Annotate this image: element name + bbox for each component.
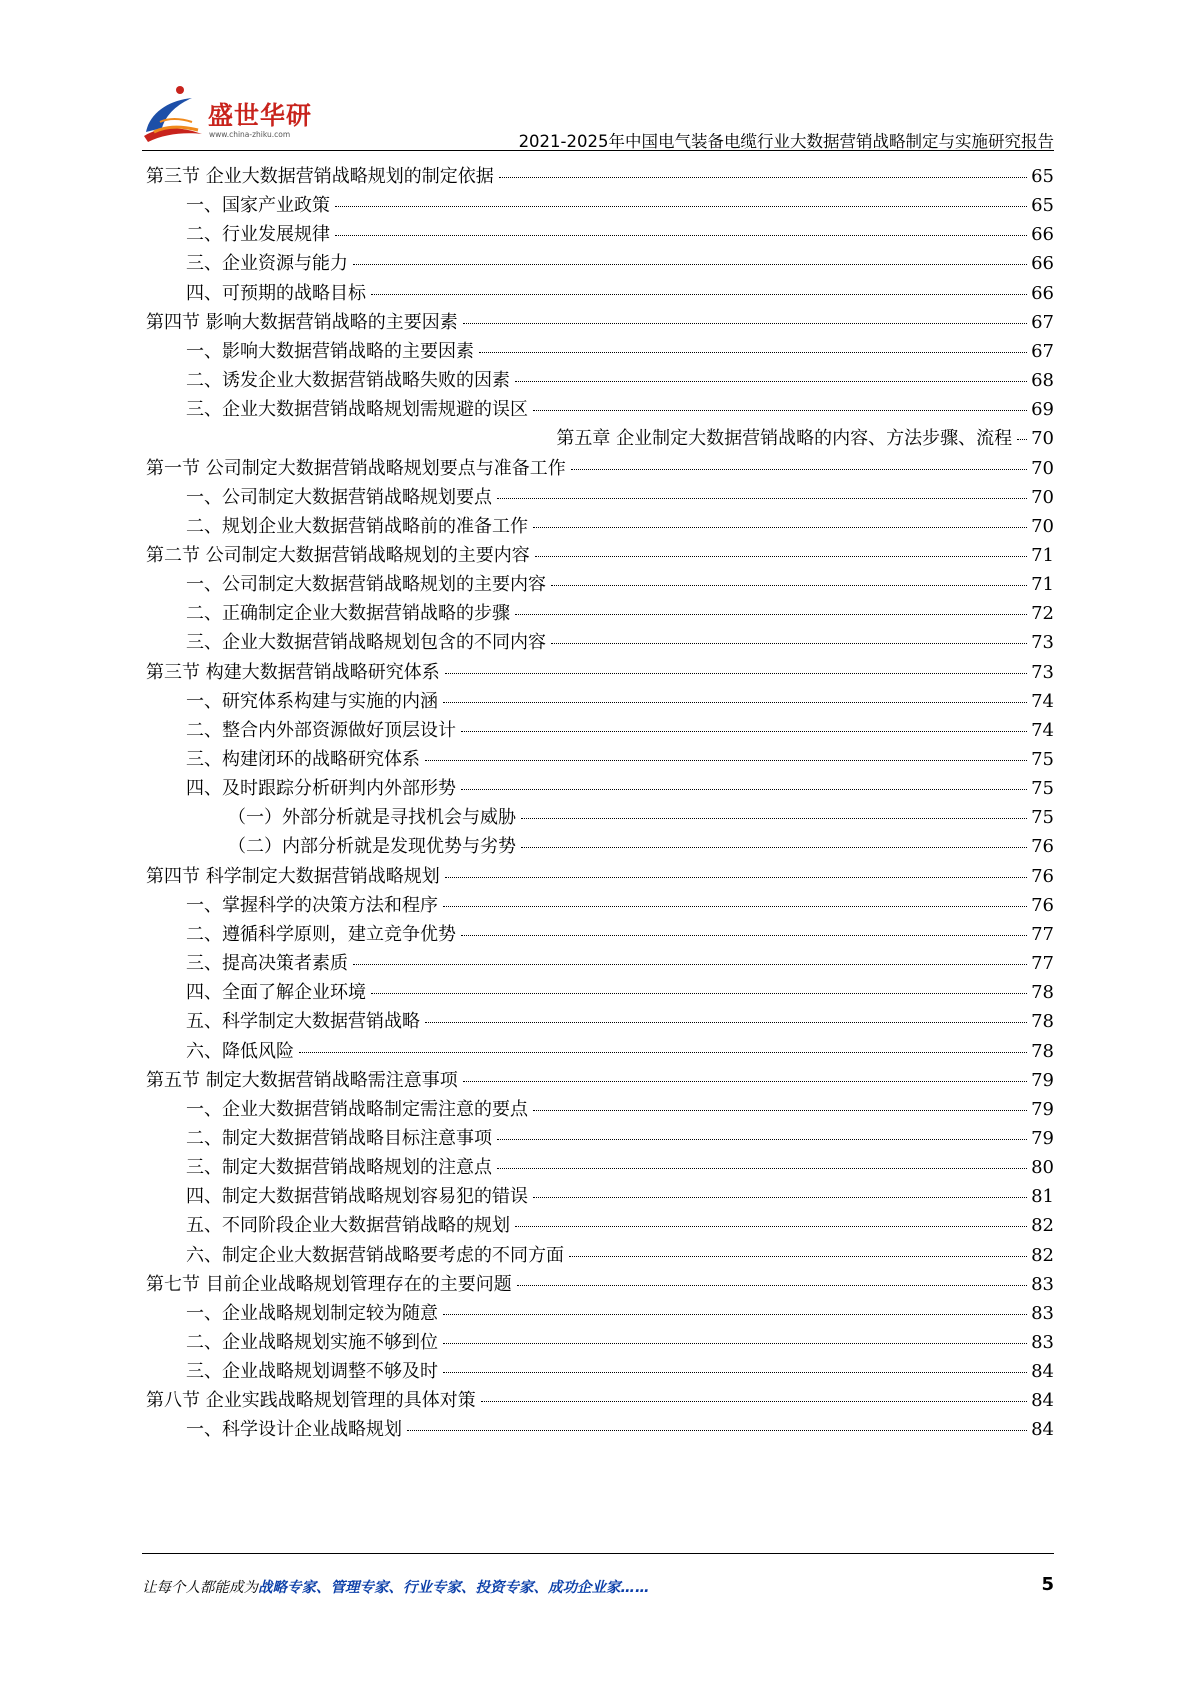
toc-dot-leader <box>353 264 1027 265</box>
toc-entry-title: 二、整合内外部资源做好顶层设计 <box>186 719 456 741</box>
toc-entry-page: 70 <box>1031 515 1054 537</box>
toc-dot-leader <box>425 1022 1027 1023</box>
toc-entry-page: 77 <box>1031 953 1054 975</box>
toc-dot-leader <box>407 1430 1027 1431</box>
toc-entry-page: 79 <box>1031 1069 1054 1091</box>
toc-entry-page: 78 <box>1031 982 1054 1004</box>
toc-entry-page: 76 <box>1031 865 1054 887</box>
toc-entry[interactable] <box>186 220 1054 251</box>
toc-dot-leader <box>517 1285 1027 1286</box>
toc-entry-title: 二、规划企业大数据营销战略前的准备工作 <box>186 515 528 537</box>
toc-entry-title: 三、企业战略规划调整不够及时 <box>186 1361 438 1383</box>
toc-entry[interactable] <box>186 483 1054 514</box>
toc-entry-title: 二、制定大数据营销战略目标注意事项 <box>186 1127 492 1149</box>
toc-dot-leader <box>445 877 1027 878</box>
toc-dot-leader <box>335 206 1027 207</box>
toc-entry-page: 84 <box>1031 1390 1054 1412</box>
toc-entry-title: 一、影响大数据营销战略的主要因素 <box>186 340 474 362</box>
toc-entry-page: 68 <box>1031 370 1054 392</box>
toc-entry-page: 69 <box>1031 399 1054 421</box>
toc-entry[interactable] <box>146 162 1054 193</box>
toc-dot-leader <box>533 410 1027 411</box>
toc-dot-leader <box>461 731 1027 732</box>
toc-entry-title: 四、可预期的战略目标 <box>186 282 366 304</box>
toc-entry[interactable] <box>186 279 1054 310</box>
toc-entry-title: 六、降低风险 <box>186 1040 294 1062</box>
toc-entry-title: 四、及时跟踪分析研判内外部形势 <box>186 778 456 800</box>
toc-entry-title: 二、诱发企业大数据营销战略失败的因素 <box>186 370 510 392</box>
toc-entry-page: 75 <box>1031 778 1054 800</box>
toc-entry[interactable] <box>186 366 1054 397</box>
toc-entry[interactable] <box>186 891 1054 922</box>
header-divider <box>142 150 1054 151</box>
toc-entry-title: 三、企业大数据营销战略规划需规避的误区 <box>186 399 528 421</box>
toc-entry-page: 66 <box>1031 253 1054 275</box>
toc-dot-leader <box>371 294 1027 295</box>
toc-entry[interactable] <box>186 395 1054 426</box>
toc-entry[interactable] <box>186 628 1054 659</box>
toc-entry[interactable] <box>186 1153 1054 1184</box>
toc-entry-title: 第四节 科学制定大数据营销战略规划 <box>146 865 440 887</box>
toc-entry-title: 一、科学设计企业战略规划 <box>186 1419 402 1441</box>
toc-entry[interactable] <box>186 249 1054 280</box>
toc-entry[interactable] <box>186 949 1054 980</box>
toc-entry[interactable] <box>186 1095 1054 1126</box>
toc-entry-page: 76 <box>1031 836 1054 858</box>
toc-entry-page: 66 <box>1031 224 1054 246</box>
toc-entry-title: 二、行业发展规律 <box>186 224 330 246</box>
toc-entry[interactable] <box>186 1182 1054 1213</box>
toc-dot-leader <box>515 614 1027 615</box>
toc-dot-leader <box>571 469 1027 470</box>
toc-dot-leader <box>353 964 1027 965</box>
toc-entry-page: 65 <box>1031 166 1054 187</box>
toc-dot-leader <box>569 1256 1027 1257</box>
toc-dot-leader <box>443 1372 1027 1373</box>
toc-entry[interactable] <box>146 1386 1054 1417</box>
toc-entry-page: 65 <box>1031 195 1054 217</box>
toc-entry-title: 二、企业战略规划实施不够到位 <box>186 1332 438 1353</box>
toc-dot-leader <box>371 993 1027 994</box>
toc-dot-leader <box>533 1197 1027 1198</box>
toc-entry-title: 五、科学制定大数据营销战略 <box>186 1011 420 1033</box>
toc-entry-title: 一、企业大数据营销战略制定需注意的要点 <box>186 1098 528 1120</box>
toc-entry-title: （一）外部分析就是寻找机会与威胁 <box>228 807 516 829</box>
toc-entry-page: 73 <box>1031 661 1054 683</box>
logo-name: 盛世华研 <box>208 101 313 130</box>
toc-entry[interactable] <box>186 337 1054 368</box>
toc-entry[interactable] <box>556 424 1054 455</box>
toc-entry[interactable] <box>186 1299 1054 1330</box>
toc-dot-leader <box>515 381 1027 382</box>
toc-dot-leader <box>443 906 1027 907</box>
toc-dot-leader <box>497 498 1027 499</box>
toc-entry-page: 72 <box>1031 603 1054 625</box>
toc-entry-page: 78 <box>1031 1040 1054 1062</box>
toc-entry-title: （二）内部分析就是发现优势与劣势 <box>228 836 516 858</box>
toc-entry-title: 一、掌握科学的决策方法和程序 <box>186 894 438 916</box>
toc-entry-page: 83 <box>1031 1302 1054 1324</box>
toc-entry[interactable] <box>186 599 1054 630</box>
toc-entry-page: 67 <box>1031 340 1054 362</box>
toc-entry-title: 六、制定企业大数据营销战略要考虑的不同方面 <box>186 1244 564 1266</box>
toc-dot-leader <box>335 235 1027 236</box>
toc-entry-page: 80 <box>1031 1157 1054 1179</box>
toc-dot-leader <box>499 177 1027 178</box>
toc-dot-leader <box>1017 439 1027 440</box>
toc-entry-page: 79 <box>1031 1127 1054 1149</box>
toc-dot-leader <box>533 527 1027 528</box>
toc-entry-page: 78 <box>1031 1011 1054 1033</box>
toc-dot-leader <box>445 673 1027 674</box>
toc-entry-title: 一、国家产业政策 <box>186 195 330 217</box>
toc-dot-leader <box>463 323 1027 324</box>
toc-entry-title: 第五节 制定大数据营销战略需注意事项 <box>146 1069 458 1091</box>
footer-slogan <box>142 1576 650 1597</box>
logo-url: www.china-zhiku.com <box>209 130 291 139</box>
toc-entry-title: 第三节 企业大数据营销战略规划的制定依据 <box>146 166 494 187</box>
toc-dot-leader <box>443 702 1027 703</box>
toc-entry-page: 70 <box>1031 486 1054 508</box>
toc-entry-title: 第三节 构建大数据营销战略研究体系 <box>146 661 440 683</box>
toc-entry-page: 84 <box>1031 1419 1054 1441</box>
toc-entry[interactable] <box>186 1328 1054 1359</box>
toc-entry-title: 三、提高决策者素质 <box>186 953 348 975</box>
toc-entry[interactable] <box>146 862 1054 893</box>
toc-entry[interactable] <box>146 541 1054 572</box>
toc-entry-page: 73 <box>1031 632 1054 654</box>
toc-entry[interactable] <box>186 687 1054 718</box>
toc-entry-page: 67 <box>1031 311 1054 333</box>
toc-entry-title: 二、遵循科学原则，建立竞争优势 <box>186 923 456 945</box>
toc-dot-leader <box>497 1139 1027 1140</box>
toc-dot-leader <box>425 760 1027 761</box>
toc-entry-page: 83 <box>1031 1332 1054 1353</box>
toc-entry-page: 75 <box>1031 807 1054 829</box>
toc-entry[interactable] <box>186 1211 1054 1242</box>
toc-entry[interactable] <box>186 512 1054 543</box>
toc-entry[interactable] <box>186 1357 1054 1388</box>
toc-entry-title: 第五章 企业制定大数据营销战略的内容、方法步骤、流程 <box>556 428 1013 450</box>
toc-dot-leader <box>551 585 1027 586</box>
toc-entry-page: 83 <box>1031 1273 1054 1295</box>
toc-entry-title: 二、正确制定企业大数据营销战略的步骤 <box>186 603 510 625</box>
toc-dot-leader <box>515 1226 1027 1227</box>
toc-entry-page: 66 <box>1031 282 1054 304</box>
toc-entry-title: 一、公司制定大数据营销战略规划的主要内容 <box>186 574 546 596</box>
toc-entry-title: 第二节 公司制定大数据营销战略规划的主要内容 <box>146 544 530 566</box>
toc-dot-leader <box>551 643 1027 644</box>
toc-entry[interactable] <box>186 1007 1054 1038</box>
toc-entry-page: 70 <box>1031 428 1054 450</box>
toc-entry-title: 五、不同阶段企业大数据营销战略的规划 <box>186 1215 510 1237</box>
toc-entry-page: 79 <box>1031 1098 1054 1120</box>
toc-dot-leader <box>481 1401 1027 1402</box>
toc-entry[interactable] <box>186 1415 1054 1446</box>
toc-entry-page: 82 <box>1031 1215 1054 1237</box>
toc-entry[interactable] <box>186 920 1054 951</box>
toc-entry[interactable] <box>186 191 1054 222</box>
toc-entry[interactable] <box>146 1066 1054 1097</box>
toc-entry-page: 77 <box>1031 923 1054 945</box>
toc-entry-title: 一、公司制定大数据营销战略规划要点 <box>186 486 492 508</box>
toc-entry-page: 74 <box>1031 719 1054 741</box>
toc-entry-title: 三、企业资源与能力 <box>186 253 348 275</box>
toc-entry-page: 84 <box>1031 1361 1054 1383</box>
toc-entry-page: 82 <box>1031 1244 1054 1266</box>
toc-entry[interactable] <box>186 1037 1054 1068</box>
document-title: 2021-2025年中国电气装备电缆行业大数据营销战略制定与实施研究报告 <box>518 132 1054 151</box>
slogan-highlight: 战略专家、管理专家、行业专家、投资专家、成功企业家…… <box>258 1580 650 1596</box>
toc-dot-leader <box>443 1343 1027 1344</box>
toc-entry-page: 75 <box>1031 749 1054 770</box>
toc-dot-leader <box>521 847 1027 848</box>
toc-entry-page: 74 <box>1031 690 1054 712</box>
toc-entry-title: 四、制定大数据营销战略规划容易犯的错误 <box>186 1186 528 1208</box>
toc-entry[interactable] <box>146 454 1054 485</box>
toc-entry-title: 一、研究体系构建与实施的内涵 <box>186 690 438 712</box>
toc-entry[interactable] <box>228 832 1054 863</box>
toc-entry[interactable] <box>186 570 1054 601</box>
toc-entry-title: 三、制定大数据营销战略规划的注意点 <box>186 1157 492 1179</box>
toc-entry-title: 四、全面了解企业环境 <box>186 982 366 1004</box>
toc-entry-page: 81 <box>1031 1186 1054 1208</box>
toc-dot-leader <box>461 935 1027 936</box>
toc-entry-title: 三、企业大数据营销战略规划包含的不同内容 <box>186 632 546 654</box>
toc-entry[interactable] <box>146 308 1054 339</box>
toc-entry[interactable] <box>146 1270 1054 1301</box>
toc-entry[interactable] <box>228 803 1054 834</box>
toc-entry-title: 第一节 公司制定大数据营销战略规划要点与准备工作 <box>146 457 566 479</box>
toc-dot-leader <box>521 818 1027 819</box>
toc-dot-leader <box>463 1081 1027 1082</box>
page-number: 5 <box>1041 1574 1054 1595</box>
toc-dot-leader <box>533 1110 1027 1111</box>
toc-entry-page: 70 <box>1031 457 1054 479</box>
footer-divider <box>142 1553 1054 1554</box>
slogan-prefix: 让每个人都能成为 <box>142 1580 258 1596</box>
toc-entry-title: 第八节 企业实践战略规划管理的具体对策 <box>146 1390 476 1412</box>
toc-entry[interactable] <box>146 658 1054 689</box>
toc-entry-page: 76 <box>1031 894 1054 916</box>
toc-dot-leader <box>479 352 1027 353</box>
toc-entry[interactable] <box>186 716 1054 747</box>
toc-entry[interactable] <box>186 745 1054 776</box>
toc-dot-leader <box>535 556 1027 557</box>
toc-entry-title: 一、企业战略规划制定较为随意 <box>186 1302 438 1324</box>
toc-dot-leader <box>443 1314 1027 1315</box>
toc-entry-title: 三、构建闭环的战略研究体系 <box>186 749 420 770</box>
toc-entry[interactable] <box>186 978 1054 1009</box>
toc-dot-leader <box>497 1168 1027 1169</box>
toc-entry-title: 第四节 影响大数据营销战略的主要因素 <box>146 311 458 333</box>
toc-entry[interactable] <box>186 1124 1054 1155</box>
page-header <box>0 0 1191 150</box>
toc-entry-page: 71 <box>1031 544 1054 566</box>
toc-entry-page: 71 <box>1031 574 1054 596</box>
toc-entry[interactable] <box>186 1241 1054 1272</box>
toc-entry-title: 第七节 目前企业战略规划管理存在的主要问题 <box>146 1273 512 1295</box>
toc-dot-leader <box>299 1052 1027 1053</box>
toc-entry[interactable] <box>186 774 1054 805</box>
toc-dot-leader <box>461 789 1027 790</box>
